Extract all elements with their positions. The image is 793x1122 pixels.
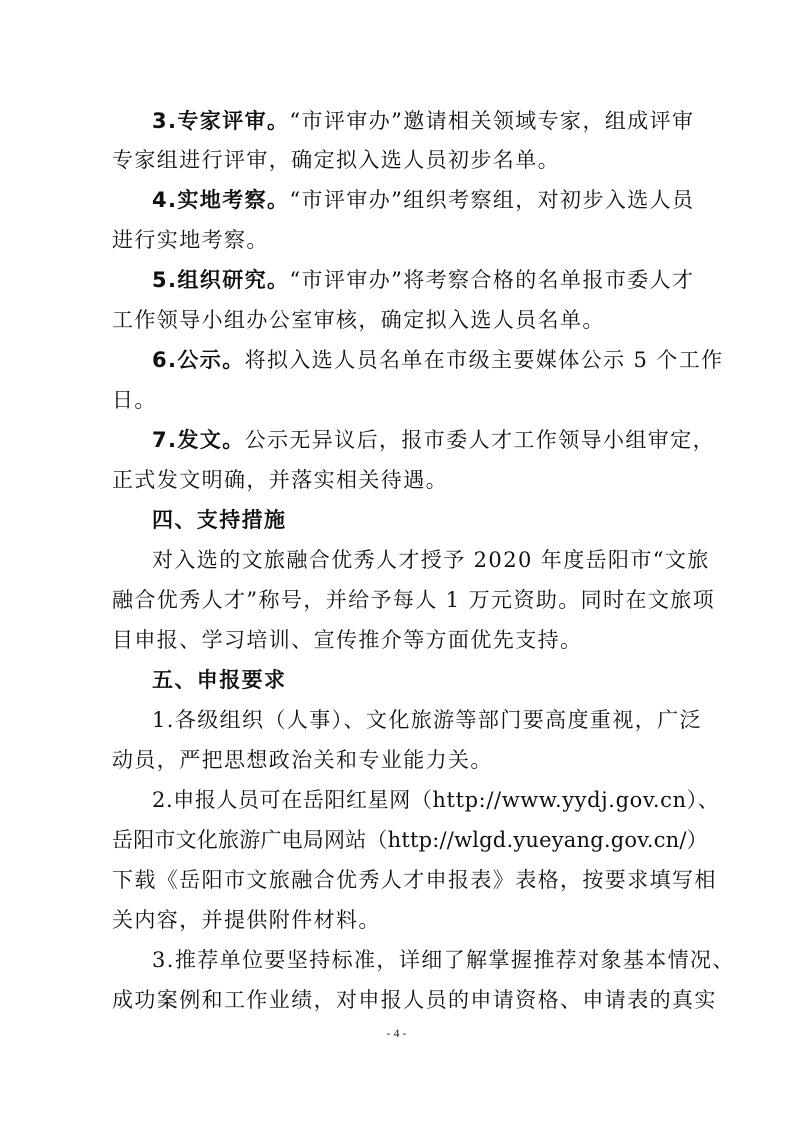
item5-lead: 5.组织研究。	[152, 268, 290, 292]
item3-line1	[152, 108, 752, 134]
item6-lead: 6.公示。	[152, 348, 245, 372]
item6-line1	[152, 347, 752, 373]
item5-line2: 工作领导小组办公室审核，确定拟入选人员名单。	[112, 308, 605, 332]
req2-line4: 关内容，并提供附件材料。	[112, 908, 381, 932]
page-number: - 4 -	[386, 1026, 407, 1040]
item6-line2: 日。	[112, 388, 157, 412]
item3-text: “市评审办”邀请相关领域专家，组成评审	[289, 109, 695, 133]
item3-lead: 3.专家评审。	[152, 109, 290, 133]
section4-para-line1: 对入选的文旅融合优秀人才授予 2020 年度岳阳市“文旅	[152, 548, 710, 572]
item6-text: 将拟入选人员名单在市级主要媒体公示 5 个工作	[244, 348, 724, 372]
req3-line1: 3.推荐单位要坚持标准，详细了解掌握推荐对象基本情况、	[152, 948, 735, 972]
req1-line1: 1.各级组织（人事）、文化旅游等部门要高度重视，广泛	[152, 708, 702, 732]
section5-heading: 五、申报要求	[152, 668, 287, 692]
item7-text: 公示无异议后，报市委人才工作领导小组审定，	[244, 428, 715, 452]
item7-line2: 正式发文明确，并落实相关待遇。	[112, 468, 448, 492]
item5-text: “市评审办”将考察合格的名单报市委人才	[289, 268, 695, 292]
req1-line2: 动员，严把思想政治关和专业能力关。	[112, 748, 493, 772]
req2-line2: 岳阳市文化旅游广电局网站（http://wlgd.yueyang.gov.cn/）	[112, 828, 708, 852]
req2-line1: 2.申报人员可在岳阳红星网（http://www.yydj.gov.cn）、	[152, 788, 720, 812]
item7-lead: 7.发文。	[152, 428, 245, 452]
item4-lead: 4.实地考察。	[152, 188, 290, 212]
section4-heading: 四、支持措施	[152, 508, 287, 532]
item3-line2: 专家组进行评审，确定拟入选人员初步名单。	[112, 148, 560, 172]
item4-line2: 进行实地考察。	[112, 228, 269, 252]
req2-line3: 下载《岳阳市文旅融合优秀人才申报表》表格，按要求填写相	[112, 868, 717, 892]
req3-line2: 成功案例和工作业绩，对申报人员的申请资格、申请表的真实	[112, 988, 717, 1012]
item4-text: “市评审办”组织考察组，对初步入选人员	[289, 188, 695, 212]
item7-line1	[152, 427, 752, 453]
item5-line1	[152, 267, 752, 293]
section4-para-line3: 目申报、学习培训、宣传推介等方面优先支持。	[112, 628, 583, 652]
section4-para-line2: 融合优秀人才”称号，并给予每人 1 万元资助。同时在文旅项	[112, 588, 716, 612]
item4-line1	[152, 187, 752, 213]
